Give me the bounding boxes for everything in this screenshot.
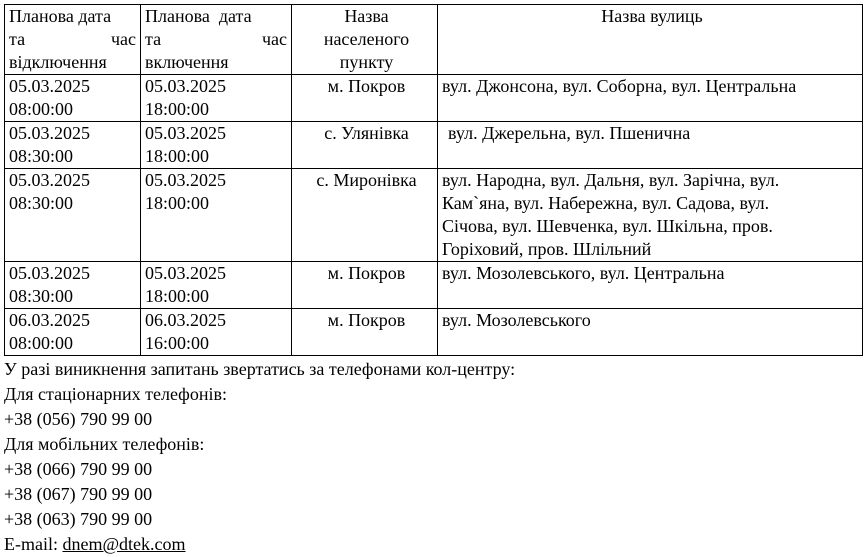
on-time: 18:00:00 (145, 99, 210, 119)
off-time: 08:30:00 (9, 286, 74, 306)
table-header-row (5, 5, 863, 75)
on-time: 18:00:00 (145, 193, 210, 213)
header-on-word-chas: час (261, 29, 287, 49)
header-on-line-2 (145, 28, 291, 51)
header-off-line-2 (9, 28, 140, 51)
email-label: E-mail: (4, 534, 63, 554)
mobile-phone: +38 (066) 790 99 00 (4, 459, 153, 479)
table-row (5, 309, 863, 356)
header-off-word-ta: та (9, 29, 26, 49)
header-on-datetime (141, 5, 292, 75)
off-datetime-cell (5, 75, 141, 122)
streets-line: Кам`яна, вул. Набережна, вул. Садова, вул. (442, 193, 770, 213)
header-on-word-ta: та (145, 29, 162, 49)
contact-info (4, 357, 862, 557)
on-time: 18:00:00 (145, 286, 210, 306)
on-date: 05.03.2025 (145, 263, 226, 283)
on-date: 06.03.2025 (145, 310, 226, 330)
table-row (5, 169, 863, 262)
location-cell: с. Улянівка (292, 122, 438, 169)
streets-cell (438, 122, 863, 169)
off-date: 05.03.2025 (9, 263, 90, 283)
streets-line: вул. Джерельна, вул. Пшенична (448, 123, 691, 143)
on-datetime-cell (141, 122, 292, 169)
on-datetime-cell (141, 262, 292, 309)
table-row (5, 122, 863, 169)
streets-line: Горіховий, пров. Шлільний (442, 239, 652, 259)
streets-line: вул. Мозолевського, вул. Центральна (442, 263, 725, 283)
table-row (5, 75, 863, 122)
email-row (4, 532, 862, 557)
on-datetime-cell (141, 309, 292, 356)
landline-label: Для стаціонарних телефонів: (4, 384, 227, 404)
streets-cell (438, 309, 863, 356)
contact-intro: У разі виникнення запитань звертатись за телефонами кол-центру: (4, 359, 516, 379)
on-datetime-cell (141, 169, 292, 262)
location-cell: м. Покров (292, 75, 438, 122)
off-date: 05.03.2025 (9, 76, 90, 96)
on-datetime-cell (141, 75, 292, 122)
streets-line: Січова, вул. Шевченка, вул. Шкільна, пров. (442, 216, 773, 236)
streets-cell (438, 262, 863, 309)
header-streets: Назва вулиць (438, 5, 863, 75)
off-date: 05.03.2025 (9, 123, 90, 143)
header-location-line-1: Назва (344, 6, 389, 26)
off-datetime-cell (5, 122, 141, 169)
on-date: 05.03.2025 (145, 123, 226, 143)
off-time: 08:00:00 (9, 99, 74, 119)
header-location (292, 5, 438, 75)
header-location-line-3: пункту (339, 52, 394, 72)
email-link[interactable]: dnem@dtek.com (62, 534, 186, 554)
location-cell: с. Миронівка (292, 169, 438, 262)
streets-line: вул. Мозолевського (442, 310, 591, 330)
off-date: 05.03.2025 (9, 170, 90, 190)
header-off-line-3: відключення (9, 52, 107, 72)
header-location-line-2: населеного (323, 29, 410, 49)
header-off-line-1: Планова дата (9, 6, 112, 26)
off-date: 06.03.2025 (9, 310, 90, 330)
off-time: 08:00:00 (9, 333, 74, 353)
streets-cell (438, 169, 863, 262)
location-cell: м. Покров (292, 262, 438, 309)
on-time: 18:00:00 (145, 146, 210, 166)
streets-line: вул. Народна, вул. Дальня, вул. Зарічна, вул. (442, 170, 780, 190)
streets-cell (438, 75, 863, 122)
location-cell: м. Покров (292, 309, 438, 356)
header-off-word-chas: час (110, 29, 136, 49)
off-datetime-cell (5, 309, 141, 356)
mobile-label: Для мобільних телефонів: (4, 434, 205, 454)
off-datetime-cell (5, 169, 141, 262)
outage-schedule-table (4, 4, 863, 356)
off-datetime-cell (5, 262, 141, 309)
table-row (5, 262, 863, 309)
on-date: 05.03.2025 (145, 170, 226, 190)
on-time: 16:00:00 (145, 333, 210, 353)
mobile-phone: +38 (063) 790 99 00 (4, 509, 153, 529)
on-date: 05.03.2025 (145, 76, 226, 96)
header-off-datetime (5, 5, 141, 75)
document (4, 4, 862, 557)
off-time: 08:30:00 (9, 193, 74, 213)
mobile-phone: +38 (067) 790 99 00 (4, 484, 153, 504)
header-on-line-3: включення (145, 52, 229, 72)
off-time: 08:30:00 (9, 146, 74, 166)
streets-line: вул. Джонсона, вул. Соборна, вул. Центральна (442, 76, 797, 96)
header-on-line-1: Планова дата (145, 6, 252, 26)
landline-phone: +38 (056) 790 99 00 (4, 409, 153, 429)
